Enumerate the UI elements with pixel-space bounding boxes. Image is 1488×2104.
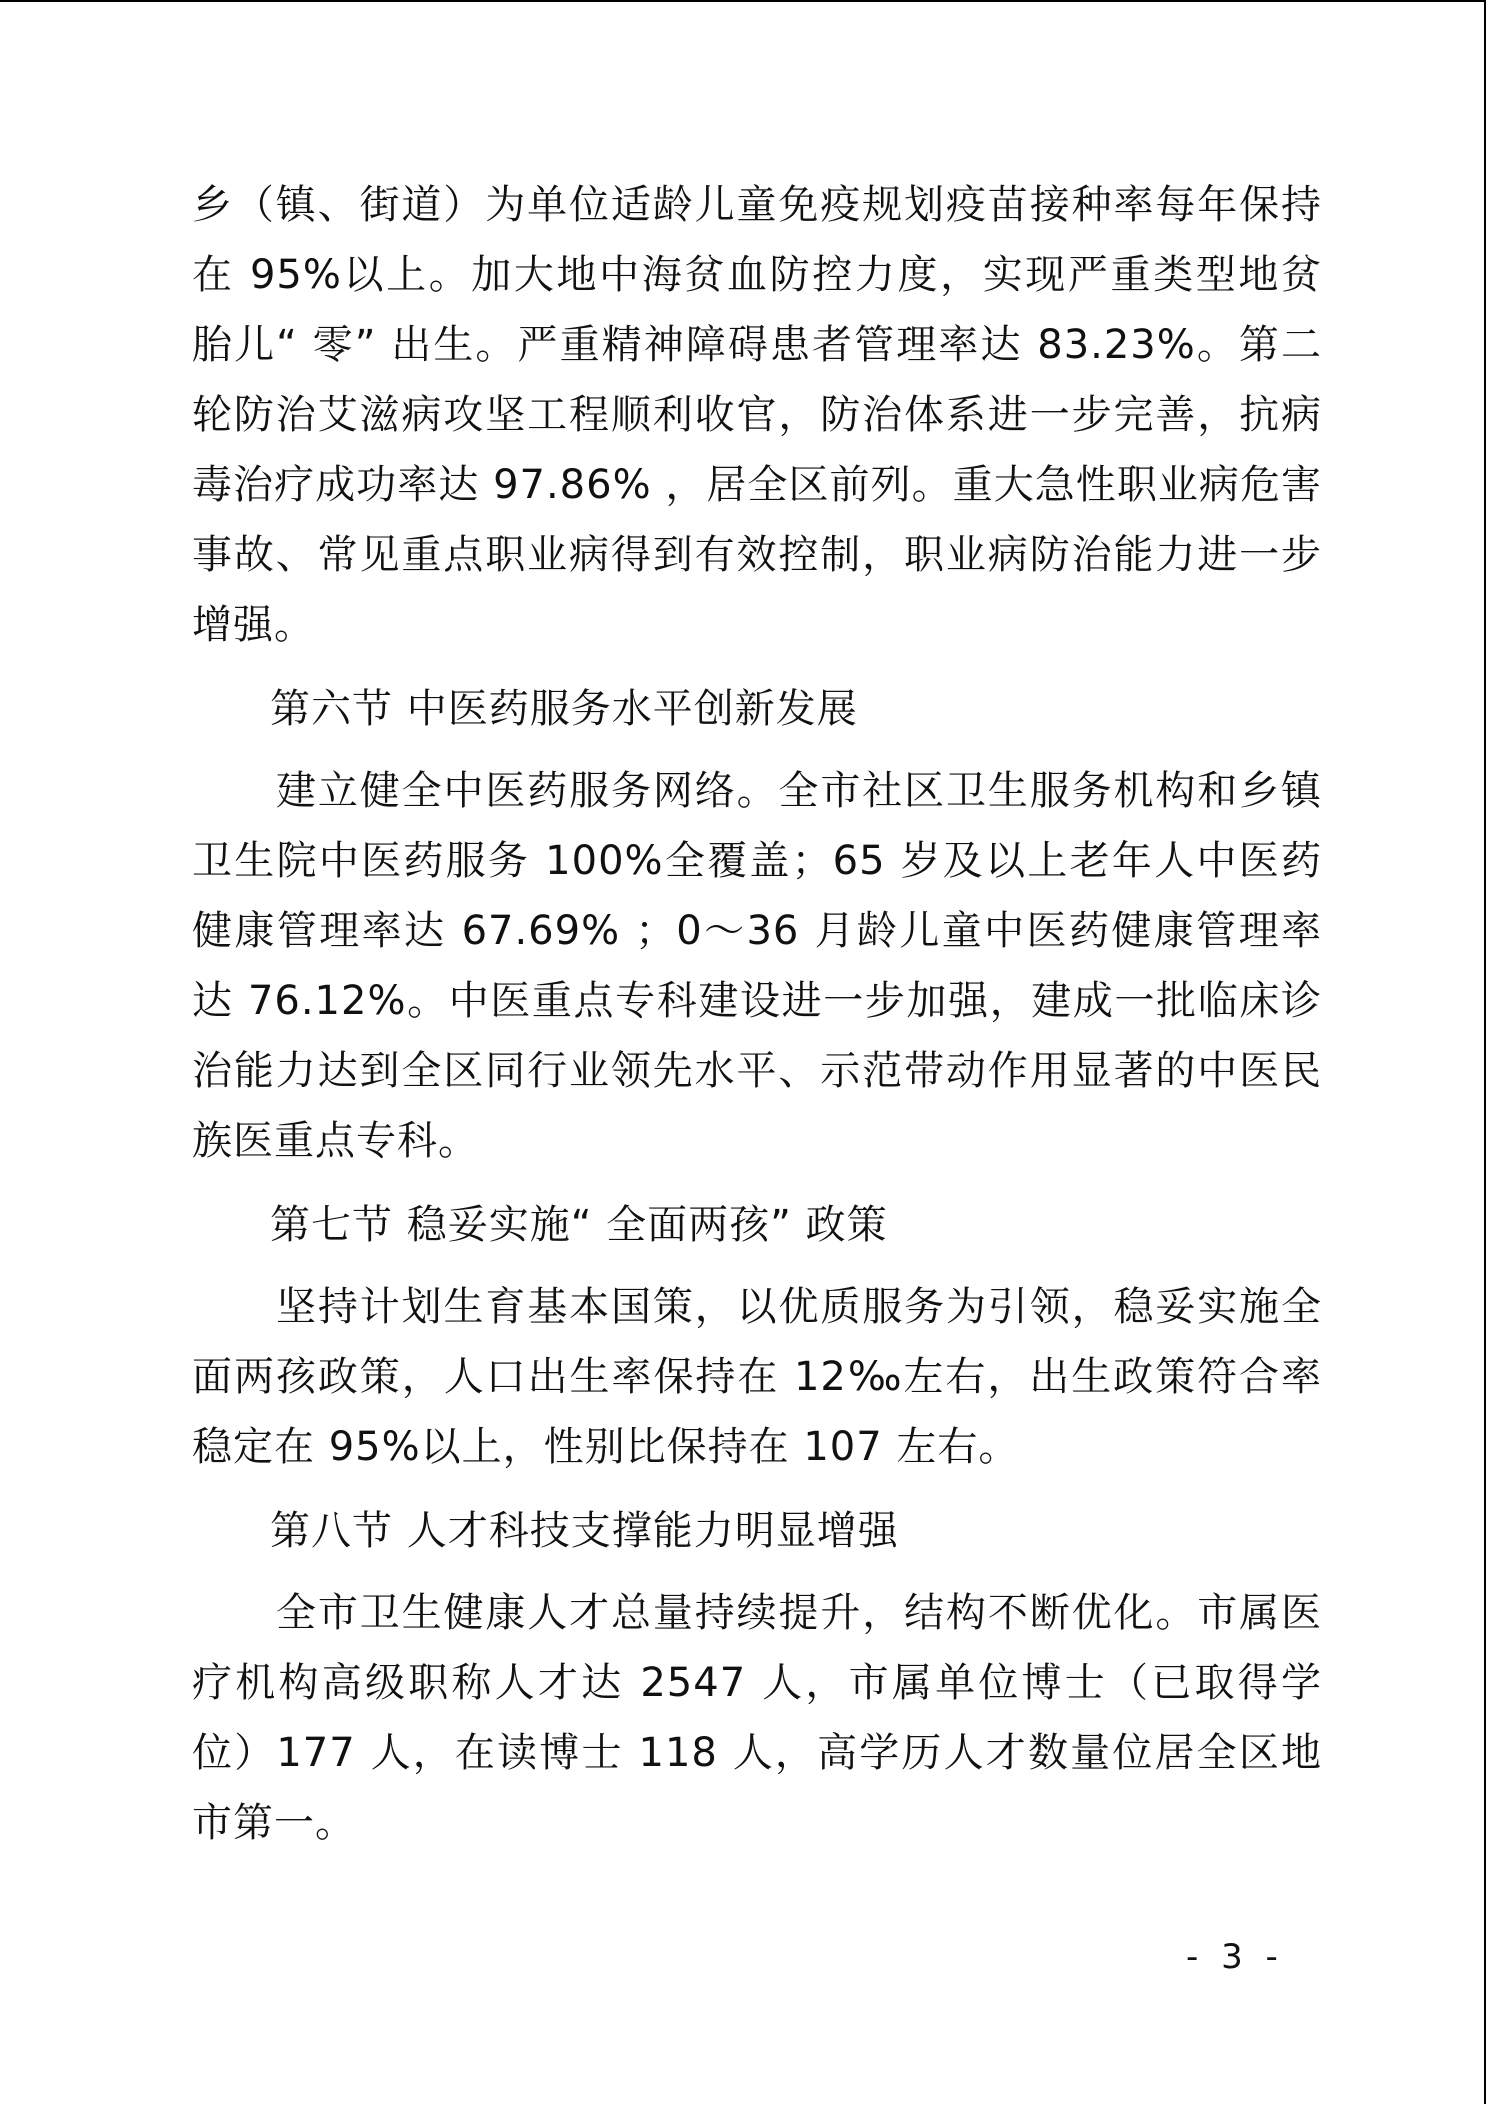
paragraph-health-talent: 全市卫生健康人才总量持续提升，结构不断优化。市属医疗机构高级职称人才达 2547 人，市属单位博士（已取得学位）177 人，在读博士 118 人，高学历人才数量位居全区地市第一。: [192, 1590, 1322, 1846]
document-body: [192, 170, 1322, 1858]
paragraph-immunization-disease-control: 乡（镇、街道）为单位适龄儿童免疫规划疫苗接种率每年保持在 95%以上。加大地中海贫血防控力度，实现严重类型地贫胎儿“ 零” 出生。严重精神障碍患者管理率达 83.23%。第二轮防治艾滋病攻坚工程顺利收官，防治体系进一步完善，抗病毒治疗成功率达 97.86% ，居全区前列。重大急性职业病危害事故、常见重点职业病得到有效控制，职业病防治能力进一步增强。: [192, 182, 1322, 648]
paragraph-tcm-services: 建立健全中医药服务网络。全市社区卫生服务机构和乡镇卫生院中医药服务 100%全覆盖；65 岁及以上老年人中医药健康管理率达 67.69% ；0～36 月龄儿童中医药健康管理率达 76.12%。中医重点专科建设进一步加强，建成一批临床诊治能力达到全区同行业领先水平、示范带动作用显著的中医民族医重点专科。: [192, 768, 1322, 1164]
paragraph-family-planning: 坚持计划生育基本国策，以优质服务为引领，稳妥实施全面两孩政策，人口出生率保持在 12‰左右，出生政策符合率稳定在 95%以上，性别比保持在 107 左右。: [192, 1284, 1322, 1470]
section-heading-7-two-child-policy: 第七节 稳妥实施“ 全面两孩” 政策: [270, 1202, 888, 1248]
section-heading-8-talent: 第八节 人才科技支撑能力明显增强: [270, 1508, 899, 1554]
section-heading-6-tcm: 第六节 中医药服务水平创新发展: [270, 686, 858, 732]
page-number: - 3 -: [1186, 1937, 1284, 1977]
